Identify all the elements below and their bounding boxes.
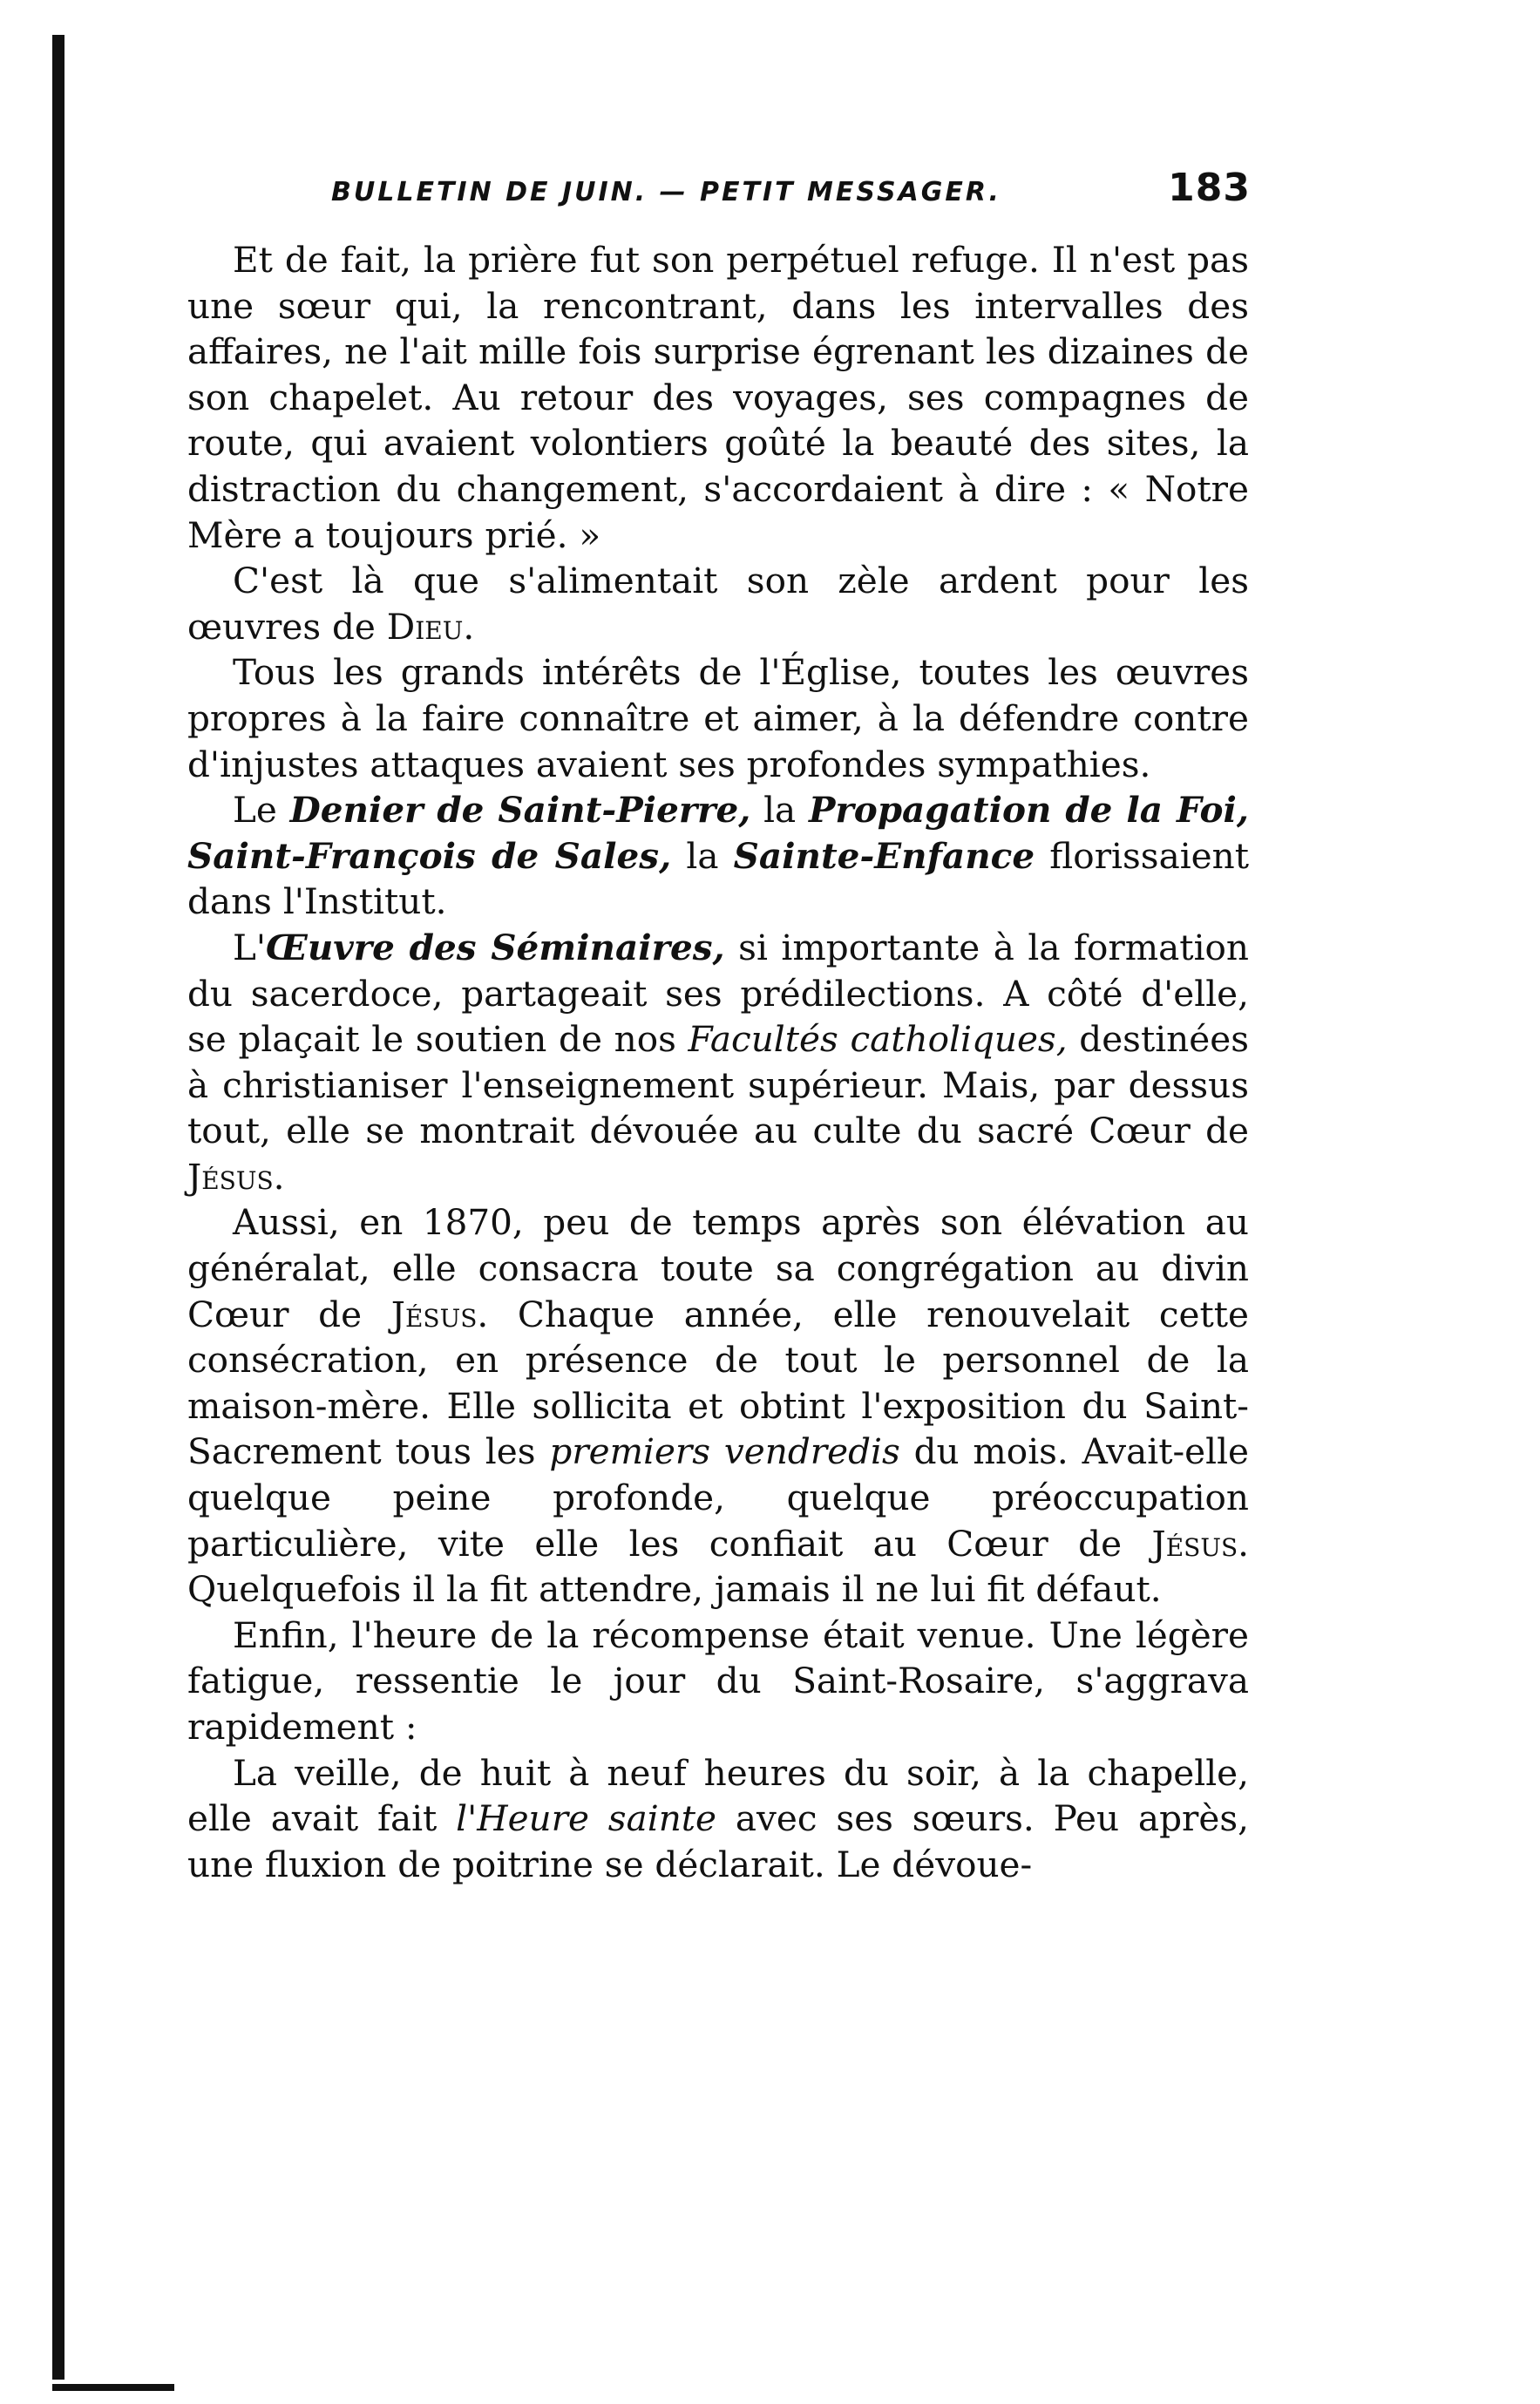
paragraph-eve [187,1750,1249,1888]
paragraph-text: Tous les grands intérêts de l'Église, toutes les œuvres propres à la faire connaître et aimer, à la défendre contre d'injustes attaques avaient ses profondes sympathies. [187,651,1249,785]
paragraph-text: du mois. Avait-elle quelque peine profonde, quelque préoccupation particulière, vite elle les confiait au Cœur de [187,1430,1250,1565]
small-caps-jesus: Jésus [390,1293,478,1335]
small-caps-dieu: Dieu [386,605,464,648]
paragraph-text: La veille, de huit à neuf heures du soir, à la chapelle, elle avait fait [187,1751,1249,1840]
paragraph-seminaries [187,925,1249,1200]
paragraph-text: la [671,834,734,877]
paragraph-consecration [187,1199,1249,1612]
italic-premiers-vendredis: premiers vendredis [549,1430,900,1473]
paragraph-text: Aussi, en 1870, peu de temps après son élévation au généralat, elle consacra toute sa congrégation au divin Cœur de [187,1201,1249,1335]
italic-saint-francois: Saint-François de Sales, [187,834,672,877]
paragraph-reward [187,1613,1249,1750]
paragraph-text: avec ses sœurs. Peu après, une fluxion de poitrine se déclarait. Le dévoue- [187,1797,1249,1885]
paragraph-text: . Chaque année, elle renouvelait cette consécration, en présence de tout le personnel de la maison-mère. Elle sollicita et obtint l'exposition du Saint-Sacrement tous les [187,1293,1250,1473]
page-number: 183 [1168,166,1251,210]
italic-oeuvre-seminaires: Œuvre des Séminaires, [266,926,725,968]
paragraph-church-interests [187,649,1249,787]
paragraph-text: Et de fait, la prière fut son perpétuel refuge. Il n'est pas une sœur qui, la rencontrant, dans les intervalles des affaires, ne l'ait mille fois surprise égrenant les dizaines de son chapelet. Au retour des voyages, ses compagnes de route, qui avaient volontiers goûté la beauté des sites, la distraction du changement, s'accordaient à dire : « Notre Mère a toujours prié. » [187,239,1249,556]
small-caps-jesus: Jésus [1151,1522,1238,1565]
binding-edge-foot [52,2384,174,2391]
paragraph-text: florissaient dans l'Institut. [187,834,1250,923]
paragraph-text: si importante à la formation du sacerdoce, partageait ses prédilections. A côté d'elle, se plaçait le soutien de nos [187,926,1249,1061]
running-header [331,166,1251,210]
paragraph-text: . [273,1155,285,1198]
paragraph-zeal [187,558,1249,649]
binding-edge [52,35,64,2380]
paragraph-text: C'est là que s'alimentait son zèle ardent pour les œuvres de [187,560,1249,648]
body-text [187,237,1249,1887]
italic-sainte-enfance: Sainte-Enfance [733,834,1035,877]
paragraph-text: Enfin, l'heure de la récompense était venue. Une légère fatigue, ressentie le jour du Saint-Rosaire, s'aggrava rapidement : [187,1613,1249,1748]
paragraph-text: la [750,789,809,832]
paragraph-text: . Quelquefois il la fit attendre, jamais il ne lui fit défaut. [187,1522,1249,1611]
paragraph-text: L' [233,926,267,968]
paragraph-prayer [187,237,1249,558]
italic-heure-sainte: l'Heure sainte [456,1797,717,1840]
small-caps-jesus: Jésus [187,1155,274,1198]
paragraph-works [187,787,1249,925]
paragraph-text: . [463,605,475,648]
running-title: BULLETIN DE JUIN. — PETIT MESSAGER. [331,177,1001,207]
paragraph-text: Le [233,789,290,832]
paragraph-text: destinées à christianiser l'enseignement supérieur. Mais, par dessus tout, elle se montrait dévouée au culte du sacré Cœur de [187,1018,1249,1152]
italic-propagation: Propagation de la Foi, [808,789,1249,832]
italic-denier: Denier de Saint-Pierre, [289,789,751,832]
italic-facultes: Facultés catholiques, [688,1018,1068,1061]
